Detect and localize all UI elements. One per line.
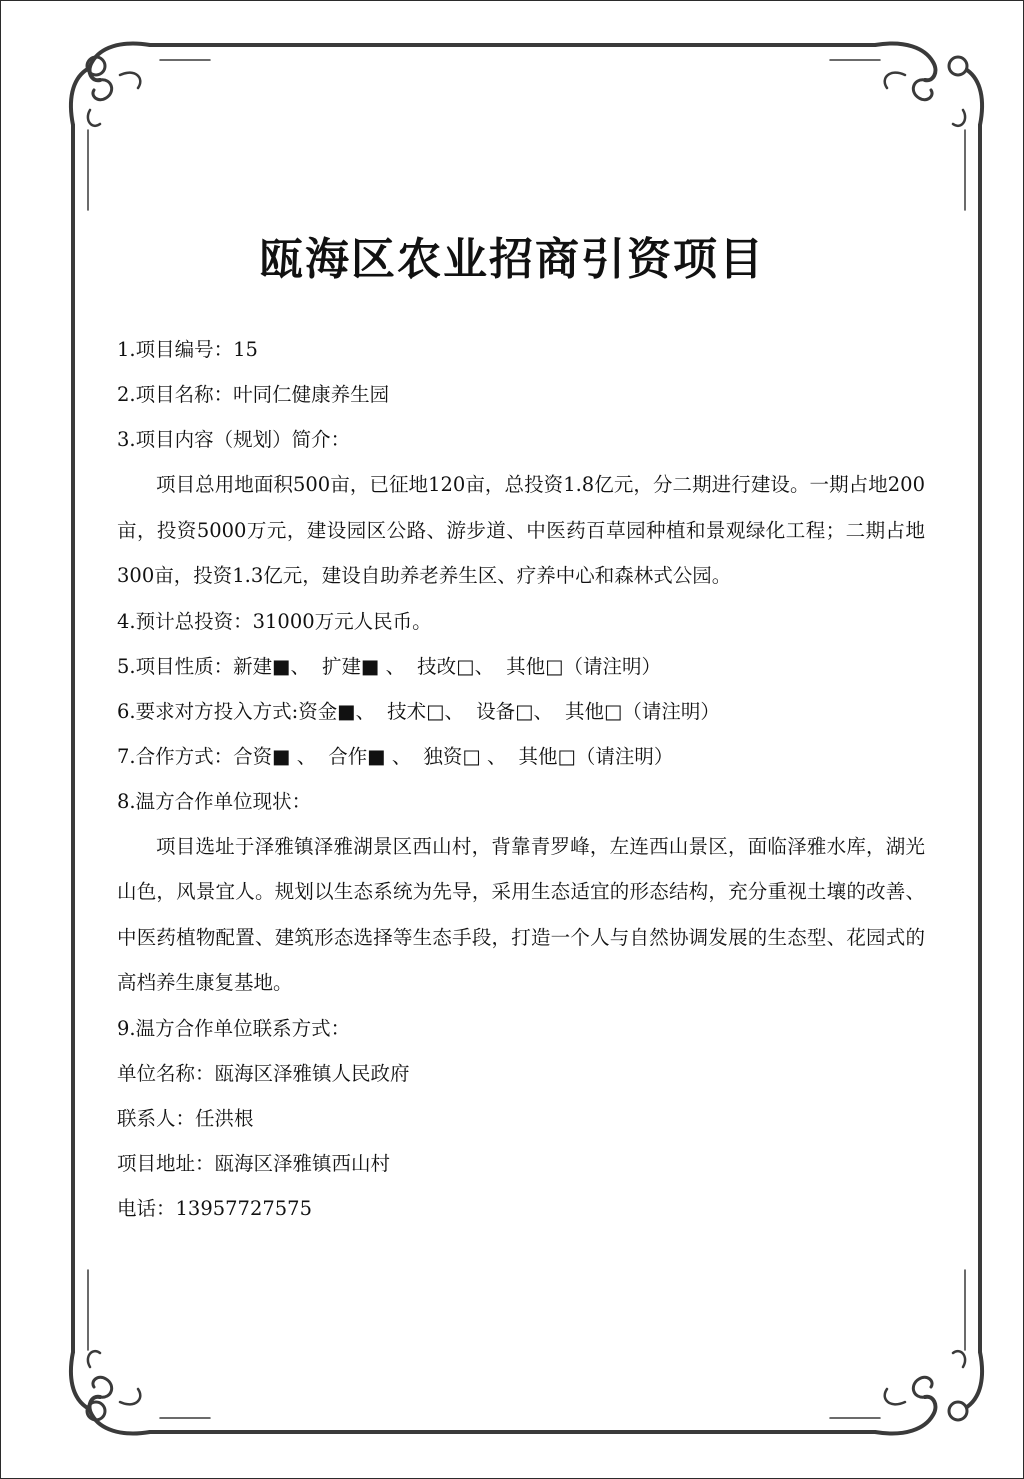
item-project-number (117, 327, 925, 372)
item-project-name (117, 372, 925, 417)
corner-ornament-bottom-left (71, 1351, 150, 1433)
intro-paragraph: 项目总用地面积500亩，已征地120亩，总投资1.8亿元，分二期进行建设。一期占地200亩，投资5000万元，建设园区公路、游步道、中医药百草园种植和景观绿化工程；二期占地300亩，投资1.3亿元，建设自助养老养生区、疗养中心和森林式公园。 (117, 473, 925, 587)
item-label: 联系人： (117, 1106, 196, 1130)
item-label: 6.要求对方投入方式: (117, 699, 299, 723)
option-other: 其他□（请注明） (518, 744, 674, 768)
item-label: 7.合作方式： (117, 744, 234, 768)
item-label: 5.项目性质： (117, 654, 234, 678)
option-expansion: 扩建■ 、 (322, 654, 406, 678)
item-value: 叶同仁健康养生园 (233, 383, 390, 406)
option-technology: 技术□、 (387, 699, 465, 723)
item-phone (117, 1186, 925, 1231)
item-contact-heading: 9.温方合作单位联系方式： (117, 1016, 351, 1040)
option-equipment: 设备□、 (476, 699, 553, 723)
item-input-mode (117, 689, 925, 734)
item-value: 31000万元人民币。 (252, 609, 432, 633)
item-status-heading: 8.温方合作单位现状： (117, 789, 312, 813)
option-joint-venture: 合资■ 、 (233, 744, 317, 768)
item-label: 单位名称： (117, 1061, 215, 1085)
item-label: 项目地址： (117, 1151, 215, 1175)
page-title: 瓯海区农业招商引资项目 (259, 234, 765, 285)
item-cooperation-mode (117, 734, 925, 779)
item-value: 瓯海区泽雅镇西山村 (214, 1151, 391, 1175)
option-other: 其他□（请注明） (565, 699, 720, 723)
item-value: 15 (233, 338, 258, 361)
option-new-build: 新建■、 (233, 654, 311, 678)
document-body (117, 327, 925, 1231)
option-renovation: 技改□、 (417, 654, 495, 678)
item-value: 13957727575 (175, 1196, 312, 1220)
item-label: 电话： (117, 1196, 176, 1220)
item-label: 4.预计总投资： (117, 609, 253, 633)
item-value: 瓯海区泽雅镇人民政府 (214, 1061, 410, 1085)
item-contact-person (117, 1096, 925, 1141)
option-cooperation: 合作■ 、 (328, 744, 412, 768)
option-other: 其他□（请注明） (506, 654, 662, 678)
item-label: 2.项目名称： (117, 383, 234, 406)
item-value: 任洪根 (195, 1106, 254, 1130)
corner-ornament-bottom-right (875, 1351, 982, 1433)
item-unit-name (117, 1051, 925, 1096)
item-total-investment (117, 599, 925, 644)
status-paragraph: 项目选址于泽雅镇泽雅湖景区西山村，背靠青罗峰，左连西山景区，面临泽雅水库，湖光山色，风景宜人。规划以生态系统为先导，采用生态适宜的形态结构，充分重视土壤的改善、中医药植物配置、建筑形态选择等生态手段，打造一个人与自然协调发展的生态型、花园式的高档养生康复基地。 (117, 834, 925, 994)
corner-ornament-top-right (875, 44, 982, 126)
item-label: 1.项目编号： (117, 338, 234, 361)
corner-ornament-top-left (71, 44, 150, 126)
item-project-address (117, 1141, 925, 1186)
item-intro-heading: 3.项目内容（规划）简介： (117, 428, 351, 451)
option-capital: 资金■、 (298, 699, 376, 723)
option-sole-proprietorship: 独资□ 、 (423, 744, 507, 768)
item-project-nature (117, 644, 925, 689)
